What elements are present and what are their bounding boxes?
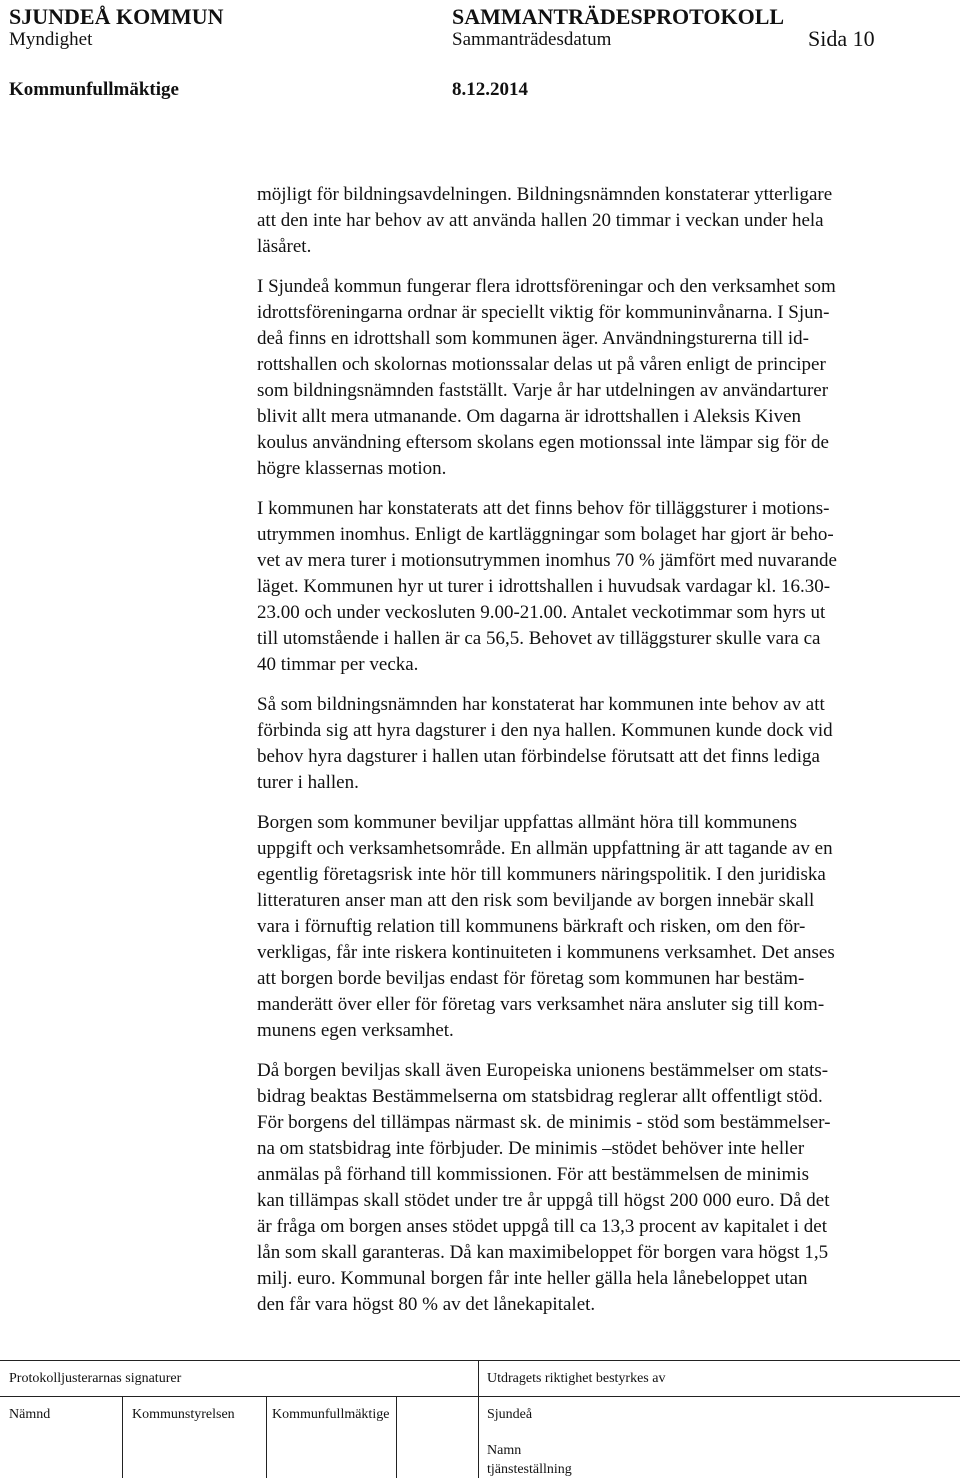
document-body (257, 182, 959, 1318)
signatures-label: Protokolljusterarnas signaturer (9, 1371, 182, 1386)
meeting-date: 8.12.2014 (452, 79, 528, 100)
document-type: SAMMANTRÄDESPROTOKOLL (452, 4, 785, 29)
paragraph: I Sjundeå kommun fungerar flera idrottsföreningar och den verksamhet som idrottsföreningarna ordnar är speciellt viktig för kommuninvånarna. I Sjun- deå finns en idrottshall som kommunen äger. Användningsturerna till id- rottshallen och skolornas motionssalar delas ut på våren enligt de principer som bildningsnämnden fastställt. Varje år har utdelningen av användarturer blivit allt mera utmanande. Om dagarna är idrottshallen i Aleksis Kiven koulus användning eftersom skolans egen motionssal inte lämpar sig för de högre klassernas motion. (257, 276, 836, 479)
paragraph: Borgen som kommuner beviljar uppfattas allmänt höra till kommunens uppgift och verksamhetsområde. En allmän uppfattning är att tagande av en egentlig företagsrisk inte hör till kommuners näringspolitik. I den juridiska litteraturen anser man att den risk som beviljande av borgen innebär skall vara i förnuftig relation till kommunens bärkraft och risken, om den för- verkligas, får inte riskera kontinuiteten i kommunens verksamhet. Det anses att borgen borde beviljas endast för företag som kommunen har bestäm- manderätt över eller för företag vars verksamhet nära ansluter sig till kom- munens egen verksamhet. (257, 812, 835, 1041)
footer-col-board: Nämnd (9, 1407, 51, 1422)
footer-col-council: Kommunfullmäktige (272, 1407, 390, 1422)
footer-divider (266, 1396, 267, 1478)
page-number: Sida 10 (808, 26, 875, 51)
authority-label: Myndighet (9, 29, 93, 50)
footer-col-municipal-board: Kommunstyrelsen (132, 1407, 235, 1422)
paragraph: Då borgen beviljas skall även Europeiska unionens bestämmelser om stats- bidrag beaktas Bestämmelserna om statsbidrag reglerar allt offentligt stöd. För borgens del tillämpas närmast sk. de minimis - stöd som bestämmelser- na om statsbidrag inte förbjuder. De minimis –stödet behöver inte heller anmälas på förhand till kommissionen. För att bestämmelsen de minimis kan tillämpas skall stödet under tre år uppgå till högst 200 000 euro. Då det är fråga om borgen anses stödet uppgå till ca 13,3 procent av kapitalet i det lån som skall garanteras. Då kan maximibeloppet för borgen vara högst 1,5 milj. euro. Kommunal borgen får inte heller gälla hela lånebeloppet utan den får vara högst 80 % av det lånekapitalet. (257, 1060, 831, 1315)
name-label: Namn (487, 1443, 522, 1458)
meeting-date-label: Sammanträdesdatum (452, 29, 612, 50)
org-name: SJUNDEÅ KOMMUN (9, 4, 224, 29)
position-label: tjänsteställning (487, 1462, 572, 1477)
footer-mid-rule (0, 1396, 960, 1397)
footer-divider (478, 1360, 479, 1478)
paragraph: Så som bildningsnämnden har konstaterat har kommunen inte behov av att förbinda sig att hyra dagsturer i den nya hallen. Kommunen kunde dock vid behov hyra dagsturer i hallen utan förbindelse förutsatt att det finns lediga turer i hallen. (257, 694, 833, 793)
footer-top-rule (0, 1360, 960, 1361)
paragraph: I kommunen har konstaterats att det finns behov för tilläggsturer i motions- utrymmen inomhus. Enligt de kartläggningar som bolaget har gjort är beho- vet av mera turer i motionsutrymmen inomhus 70 % jämfört med nuvarande läget. Kommunen hyr ut turer i idrottshallen i huvudsak vardagar kl. 16.30- 23.00 och under veckosluten 9.00-21.00. Antalet veckotimmar som hyrs ut till utomstående i hallen är ca 56,5. Behovet av tilläggsturer skulle vara ca 40 timmar per vecka. (257, 498, 837, 675)
footer-col-place: Sjundeå (487, 1407, 533, 1422)
body-name: Kommunfullmäktige (9, 79, 179, 100)
footer-divider (396, 1396, 397, 1478)
footer-divider (122, 1396, 123, 1478)
paragraph: möjligt för bildningsavdelningen. Bildningsnämnden konstaterar ytterligare att den inte har behov av att använda hallen 20 timmar i veckan under hela läsåret. (257, 184, 833, 257)
certified-label: Utdragets riktighet bestyrkes av (487, 1371, 666, 1386)
